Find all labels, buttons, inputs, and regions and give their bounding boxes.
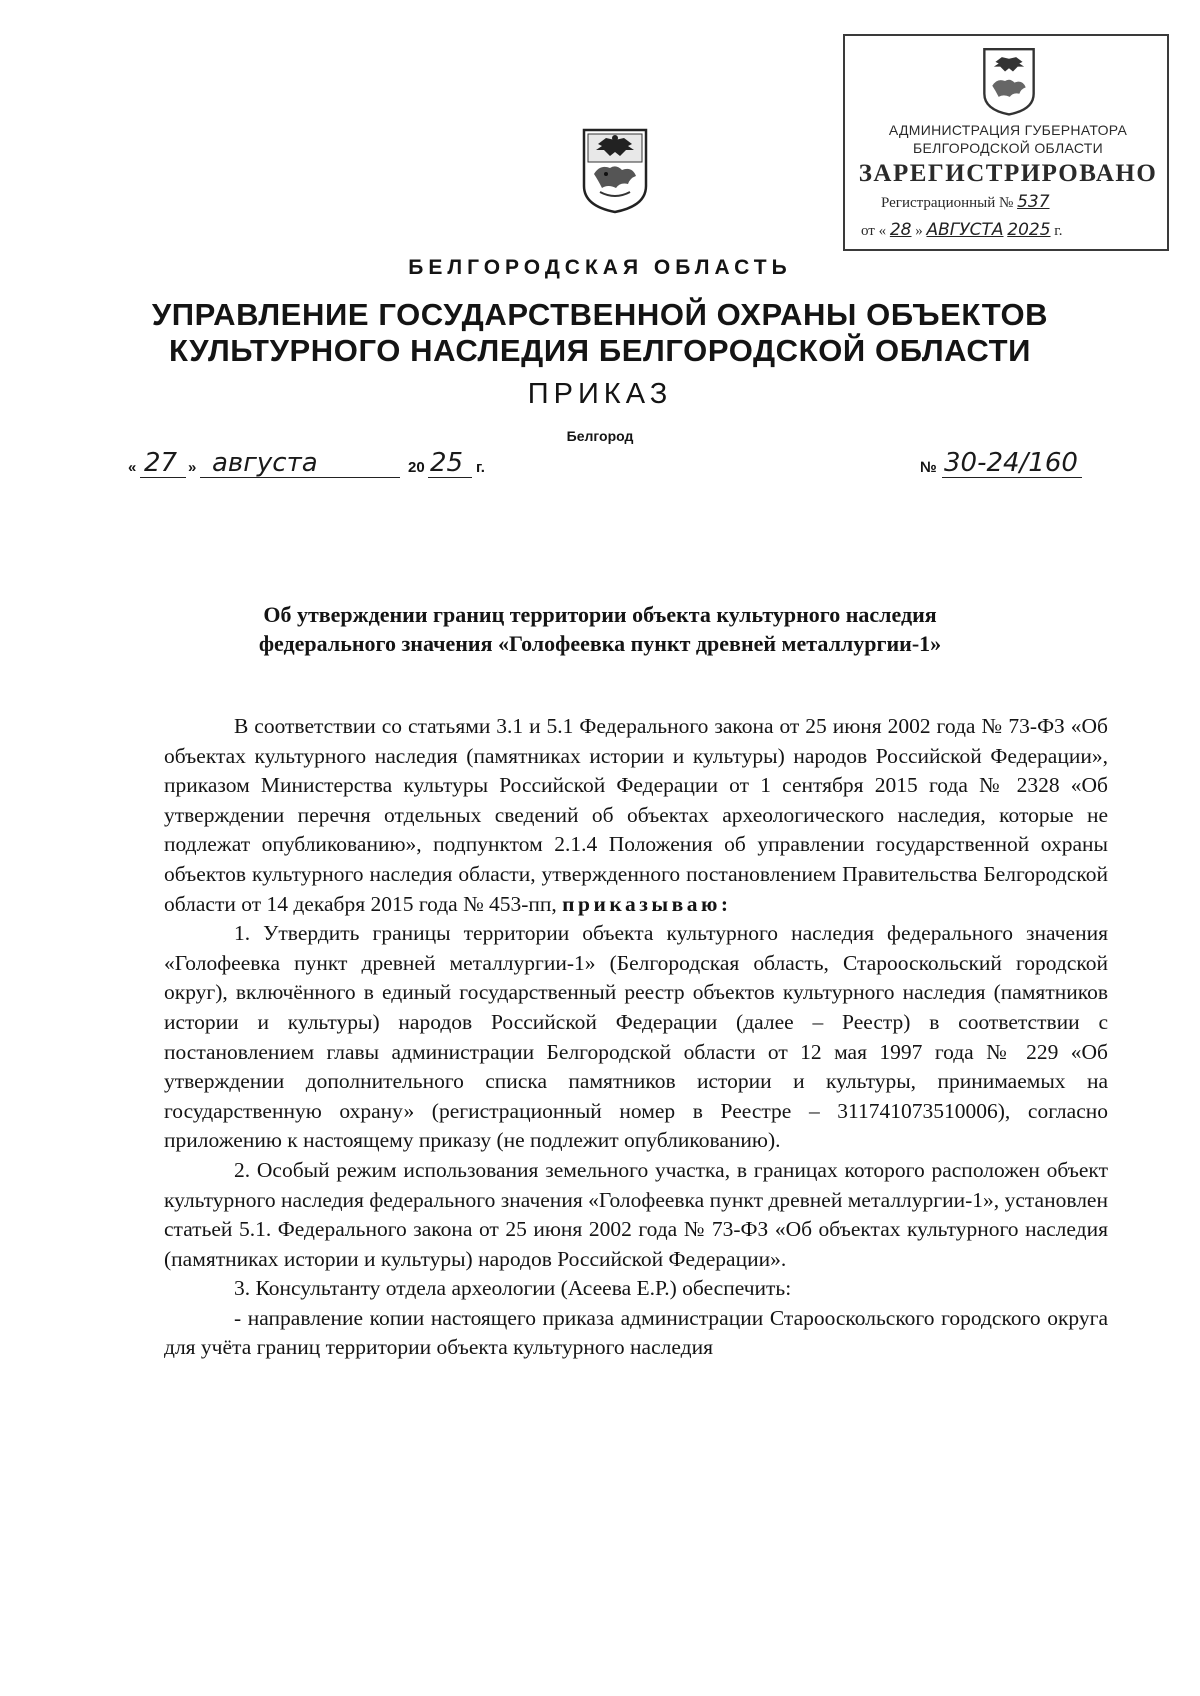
order-date-quote-open: «: [128, 459, 137, 476]
stamp-status: ЗАРЕГИСТРИРОВАНО: [858, 160, 1158, 187]
stamp-reg-label: Регистрационный №: [881, 195, 1014, 211]
preamble-text: В соответствии со статьями 3.1 и 5.1 Федерального закона от 25 июня 2002 года № 73-ФЗ «Об объектах культурного наследия (памятниках истории и культуры) народов Российской Федерации», приказом Министерства культуры Российской Федерации от 1 сентября 2015 года № 2328 «Об утверждении перечня отдельных сведений об объектах археологического наследия, которые не подлежат опубликованию», подпунктом 2.1.4 Положения об управлении государственной охраны объектов культурного наследия области, утвержденного постановлением Правительства Белгородской области от 14 декабря 2015 года № 453-пп,: [164, 714, 1108, 916]
coat-of-arms-icon: [979, 46, 1039, 116]
stamp-reg-number-line: [881, 192, 1050, 212]
item-1-paragraph: 1. Утвердить границы территории объекта культурного наследия федерального значения «Голофеевка пункт древней металлургии-1» (Белгородская область, Старооскольский городской округ), включённого в единый государственный реестр объектов культурного наследия (памятников истории и культуры) народов Российской Федерации (далее – Реестр) в соответствии с постановлением главы администрации Белгородской области от 12 мая 1997 года № 229 «Об утверждении дополнительного списка памятников истории и культуры, принимаемых на государственную охрану» (регистрационный номер в Реестре – 311741073510006), согласно приложению к настоящему приказу (не подлежит опубликованию).: [164, 921, 1108, 1153]
stamp-reg-number: 537: [1017, 192, 1050, 212]
preamble-paragraph: [164, 712, 1108, 919]
department-name-line2: КУЛЬТУРНОГО НАСЛЕДИЯ БЕЛГОРОДСКОЙ ОБЛАСТИ: [168, 333, 1032, 368]
stamp-date-year: 2025: [1007, 220, 1051, 240]
region-heading: БЕЛГОРОДСКАЯ ОБЛАСТЬ: [408, 256, 792, 279]
stamp-date-day: 28: [889, 220, 912, 240]
coat-of-arms-icon: [580, 126, 650, 214]
order-date-month: августа: [212, 448, 318, 478]
stamp-date-suffix: г.: [1054, 223, 1063, 239]
order-title-line1: Об утверждении границ территории объекта культурного наследия: [263, 602, 937, 627]
registration-stamp: [843, 34, 1169, 251]
department-name-line1: УПРАВЛЕНИЕ ГОСУДАРСТВЕННОЙ ОХРАНЫ ОБЪЕКТОВ: [151, 297, 1049, 332]
stamp-date-line: [861, 220, 1063, 240]
order-body: [164, 712, 1108, 1363]
order-date-quote-close: »: [188, 459, 197, 476]
order-date-year-g: г.: [476, 459, 485, 476]
order-date: [128, 444, 508, 484]
item-2-paragraph: 2. Особый режим использования земельного участка, в границах которого расположен объект культурного наследия федерального значения «Голофеевка пункт древней металлургии-1», установлен статьей 5.1. Федерального закона от 25 июня 2002 года № 73-ФЗ «Об объектах культурного наследия (памятниках истории и культуры) народов Российской Федерации».: [164, 1157, 1108, 1271]
order-number-label: №: [920, 459, 937, 476]
document-type: ПРИКАЗ: [527, 378, 673, 410]
order-title-line2: федерального значения «Голофеевка пункт древней металлургии-1»: [258, 631, 942, 656]
stamp-date-prefix: от «: [861, 223, 887, 239]
order-word: приказываю:: [562, 891, 732, 916]
stamp-date-mid: »: [915, 223, 923, 239]
order-date-year-suffix: 25: [430, 448, 464, 478]
order-number: [920, 444, 1100, 484]
stamp-date-month: АВГУСТА: [926, 220, 1004, 240]
order-date-day: 27: [144, 448, 178, 478]
city: Белгород: [566, 428, 634, 444]
item-3-paragraph: 3. Консультанту отдела археологии (Асеева Е.Р.) обеспечить:: [234, 1276, 792, 1301]
order-number-value: 30-24/160: [944, 448, 1078, 478]
stamp-org-line2: БЕЛГОРОДСКОЙ ОБЛАСТИ: [913, 140, 1103, 156]
stamp-org-line1: АДМИНИСТРАЦИЯ ГУБЕРНАТОРА: [888, 122, 1128, 138]
item-3-subitem-1: - направление копии настоящего приказа администрации Старооскольского городского округа для учёта границ территории объекта культурного наследия: [164, 1305, 1108, 1360]
order-date-year-prefix: 20: [408, 459, 425, 476]
